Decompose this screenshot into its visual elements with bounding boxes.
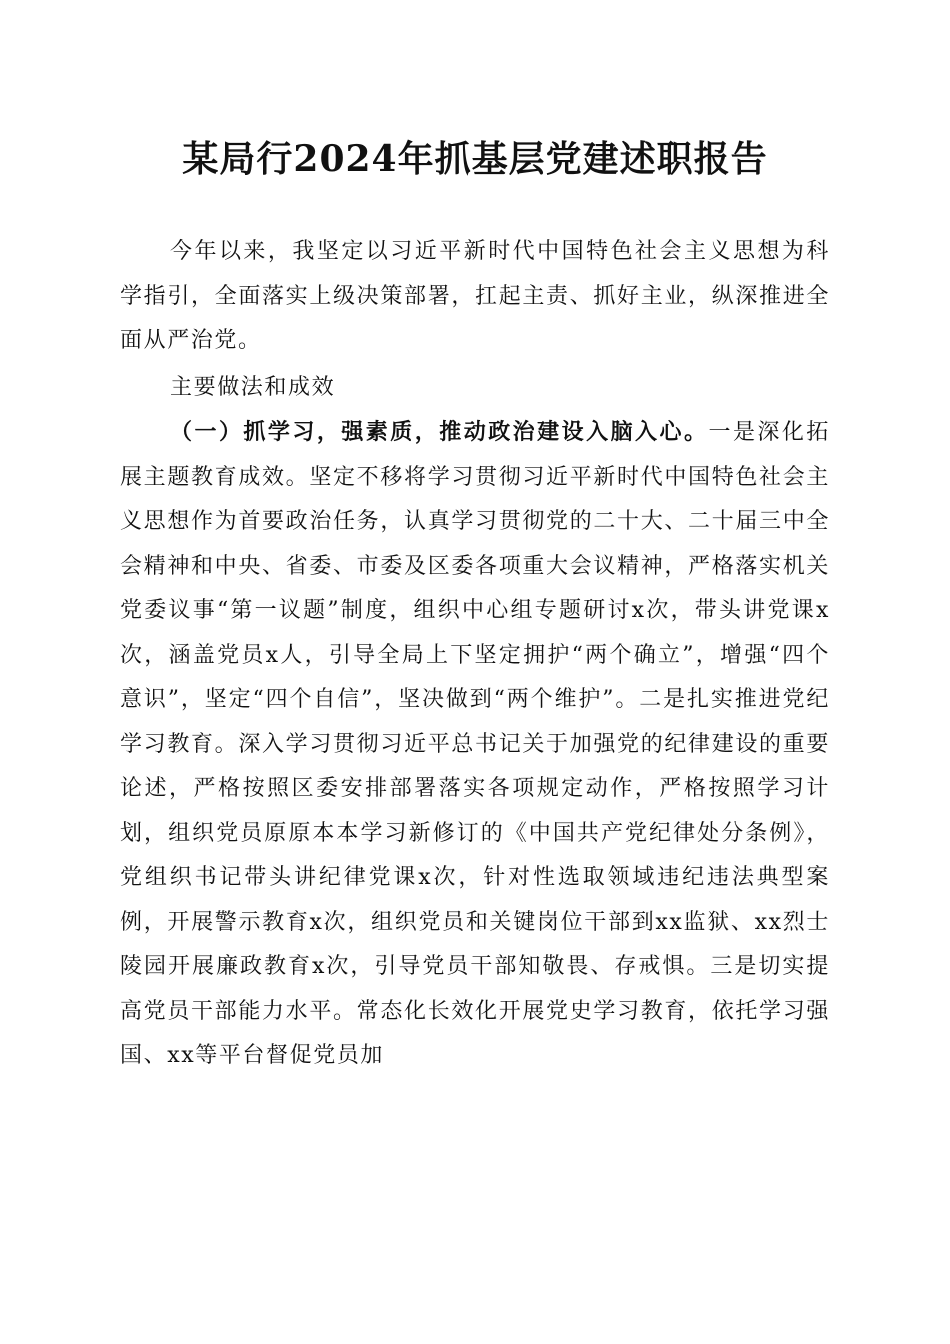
section-1-heading: （一）抓学习，强素质，推动政治建设入脑入心。 (170, 419, 709, 445)
section-1-paragraph (120, 410, 830, 1079)
section-heading: 主要做法和成效 (170, 375, 336, 400)
section-1-body: 一是深化拓展主题教育成效。坚定不移将学习贯彻习近平新时代中国特色社会主义思想作为首要政治任务，认真学习贯彻党的二十大、二十届三中全会精神和中央、省委、市委及区委各项重大会议精神，严格落实机关党委议事“第一议题”制度，组织中心组专题研讨x次，带头讲党课x次，涵盖党员x人，引导全局上下坚定拥护“两个确立”，增强“四个意识”，坚定“四个自信”，坚决做到“两个维护”。二是扎实推进党纪学习教育。深入学习贯彻习近平总书记关于加强党的纪律建设的重要论述，严格按照区委安排部署落实各项规定动作，严格按照学习计划，组织党员原原本本学习新修订的《中国共产党纪律处分条例》，党组织书记带头讲纪律党课x次，针对性选取领域违纪违法典型案例，开展警示教育x次，组织党员和关键岗位干部到xx监狱、xx烈士陵园开展廉政教育x次，引导党员干部知敬畏、存戒惧。三是切实提高党员干部能力水平。常态化长效化开展党史学习教育，依托学习强国、xx等平台督促党员加 (120, 420, 830, 1068)
document-title: 某局行2024年抓基层党建述职报告 (182, 138, 768, 180)
intro-paragraph: 今年以来，我坚定以习近平新时代中国特色社会主义思想为科学指引，全面落实上级决策部署，扛起主责、抓好主业，纵深推进全面从严治党。 (120, 239, 830, 353)
